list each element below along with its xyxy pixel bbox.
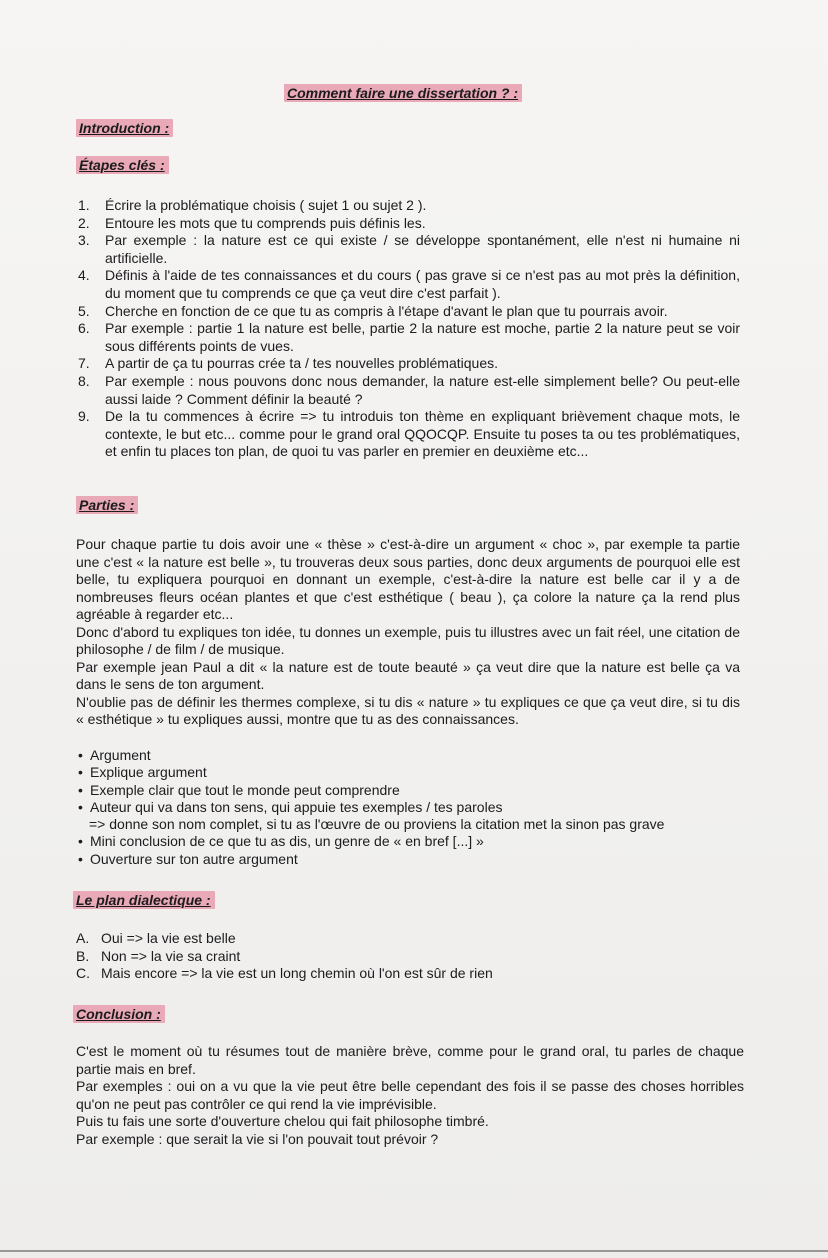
step-item xyxy=(78,303,740,321)
bullet-continuation xyxy=(76,816,756,833)
conclusion-heading-text: Conclusion : xyxy=(73,1005,165,1023)
plan-list xyxy=(76,930,756,983)
bullet-dot-icon: • xyxy=(78,747,83,763)
step-item xyxy=(78,197,740,215)
document-title xyxy=(284,84,522,102)
step-item xyxy=(78,320,740,355)
bullet-dot-icon: • xyxy=(78,798,83,815)
step-text: Écrire la problématique choisis ( sujet 1 ou sujet 2 ). xyxy=(105,197,427,213)
step-text: A partir de ça tu pourras crée ta / tes nouvelles problématiques. xyxy=(105,355,498,372)
conclusion-heading xyxy=(73,1005,165,1023)
bullet-text: Auteur qui va dans ton sens, qui appuie tes exemples / tes paroles xyxy=(90,798,503,815)
step-item xyxy=(78,373,740,408)
conclusion-paragraph: Par exemple : que serait la vie si l'on pouvait tout prévoir ? xyxy=(76,1130,439,1147)
step-item xyxy=(78,408,740,461)
parts-body xyxy=(76,536,740,729)
key-steps-heading xyxy=(76,156,169,174)
parts-paragraph: Donc d'abord tu expliques ton idée, tu donnes un exemple, puis tu illustres avec un fait réel, une citation de philosophe / de film / de musique. xyxy=(76,623,740,657)
bullet-text: Ouverture sur ton autre argument xyxy=(90,850,298,867)
plan-text: Mais encore => la vie est un long chemin où l'on est sûr de rien xyxy=(101,965,493,981)
step-number: 5. xyxy=(78,302,90,319)
plan-letter: A. xyxy=(76,930,90,946)
title-highlight: Comment faire une dissertation ? : xyxy=(284,84,522,102)
step-number: 4. xyxy=(78,267,90,284)
page-bottom-edge xyxy=(0,1250,828,1252)
parts-paragraph: Pour chaque partie tu dois avoir une « thèse » c'est-à-dire un argument « choc », par exemple ta partie une c'est « la nature est belle », tu trouveras deux sous parties, donc deux arguments de pourquoi elle est belle, tu expliquera pourquoi en donnant un exemple, c'est-à-dire la nature est belle car il y a de nombreuses fleurs océan plantes et que c'est esthétique ( beau ), ça colore la nature ça la rend plus agréable à regarder etc... xyxy=(76,536,740,622)
conclusion-paragraph: C'est le moment où tu résumes tout de manière brève, comme pour le grand oral, tu parles de chaque partie mais en bref. xyxy=(76,1043,744,1077)
bullet-dot-icon: • xyxy=(78,781,83,798)
key-steps-list xyxy=(78,197,740,461)
bullet-text: Explique argument xyxy=(90,764,207,781)
bullet-item xyxy=(76,851,756,868)
parts-paragraph: Par exemple jean Paul a dit « la nature est de toute beauté » ça veut dire que la nature est belle ça va dans le sens de ton argument. xyxy=(76,658,740,692)
bullet-text: Exemple clair que tout le monde peut comprendre xyxy=(90,781,400,798)
parts-bullet-list xyxy=(76,747,756,868)
bullet-item xyxy=(76,747,756,764)
plan-text: Oui => la vie est belle xyxy=(101,930,236,946)
step-item xyxy=(78,215,740,233)
step-number: 3. xyxy=(78,232,90,249)
introduction-heading xyxy=(76,119,173,137)
step-number: 7. xyxy=(78,355,90,372)
plan-item xyxy=(76,948,756,966)
bullet-item xyxy=(76,799,756,816)
step-number: 2. xyxy=(78,214,90,231)
bullet-item xyxy=(76,764,756,781)
bullet-item xyxy=(76,833,756,850)
bullet-text: Argument xyxy=(90,747,151,763)
step-text: De la tu commences à écrire => tu introduis ton thème en expliquant brièvement chaque mots, le contexte, le but etc... comme pour le grand oral QQOCQP. Ensuite tu poses ta ou tes problématiques, et enfin tu places ton plan, de quoi tu vas parler en premier en deuxième etc... xyxy=(105,408,740,460)
step-item xyxy=(78,355,740,373)
step-item xyxy=(78,232,740,267)
step-text: Cherche en fonction de ce que tu as compris à l'étape d'avant le plan que tu pourrais avoir. xyxy=(105,302,668,319)
step-text: Par exemple : la nature est ce qui existe / se développe spontanément, elle n'est ni humaine ni artificielle. xyxy=(105,232,740,266)
step-text: Par exemple : partie 1 la nature est belle, partie 2 la nature est moche, partie 2 la nature peut se voir sous différents points de vues. xyxy=(105,320,740,354)
plan-item xyxy=(76,930,756,948)
bullet-dot-icon: • xyxy=(78,833,83,850)
plan-text: Non => la vie sa craint xyxy=(101,947,241,964)
step-text: Définis à l'aide de tes connaissances et du cours ( pas grave si ce n'est pas au mot près la définition, du moment que tu comprends ce que ça veut dire c'est parfait ). xyxy=(105,267,740,301)
plan-item xyxy=(76,965,756,983)
step-number: 1. xyxy=(78,197,90,213)
conclusion-paragraph: Puis tu fais une sorte d'ouverture chelou qui fait philosophe timbré. xyxy=(76,1113,489,1129)
step-number: 9. xyxy=(78,408,90,425)
step-text: Entoure les mots que tu comprends puis définis les. xyxy=(105,214,426,231)
plan-heading xyxy=(73,891,215,909)
conclusion-paragraph: Par exemples : oui on a vu que la vie peut être belle cependant des fois il se passe des choses horribles qu'on ne peut pas contrôler ce qui rend la vie imprévisible. xyxy=(76,1078,744,1112)
bullet-item xyxy=(76,782,756,799)
parts-heading-text: Parties : xyxy=(76,496,138,514)
plan-letter: B. xyxy=(76,947,90,964)
bullet-text: Mini conclusion de ce que tu as dis, un genre de « en bref [...] » xyxy=(90,833,484,850)
parts-heading xyxy=(76,496,138,514)
introduction-heading-text: Introduction : xyxy=(76,119,173,137)
parts-paragraph: N'oublie pas de définir les thermes complexe, si tu dis « nature » tu expliques ce que ça veut dire, si tu dis « esthétique » tu expliques aussi, montre que tu as des connaissances. xyxy=(76,693,740,727)
step-number: 8. xyxy=(78,372,90,389)
bullet-dot-icon: • xyxy=(78,764,83,781)
conclusion-body xyxy=(76,1043,744,1148)
key-steps-heading-text: Étapes clés : xyxy=(76,156,169,174)
step-text: Par exemple : nous pouvons donc nous demander, la nature est-elle simplement belle? Ou peut-elle aussi laide ? Comment définir la beauté ? xyxy=(105,372,740,407)
plan-heading-text: Le plan dialectique : xyxy=(73,891,215,909)
bullet-dot-icon: • xyxy=(78,850,83,867)
plan-letter: C. xyxy=(76,965,90,981)
bullet-continuation-text: => donne son nom complet, si tu as l'œuvre de ou proviens la citation met la sinon pas grave xyxy=(89,816,665,833)
step-number: 6. xyxy=(78,320,90,337)
step-item xyxy=(78,267,740,302)
